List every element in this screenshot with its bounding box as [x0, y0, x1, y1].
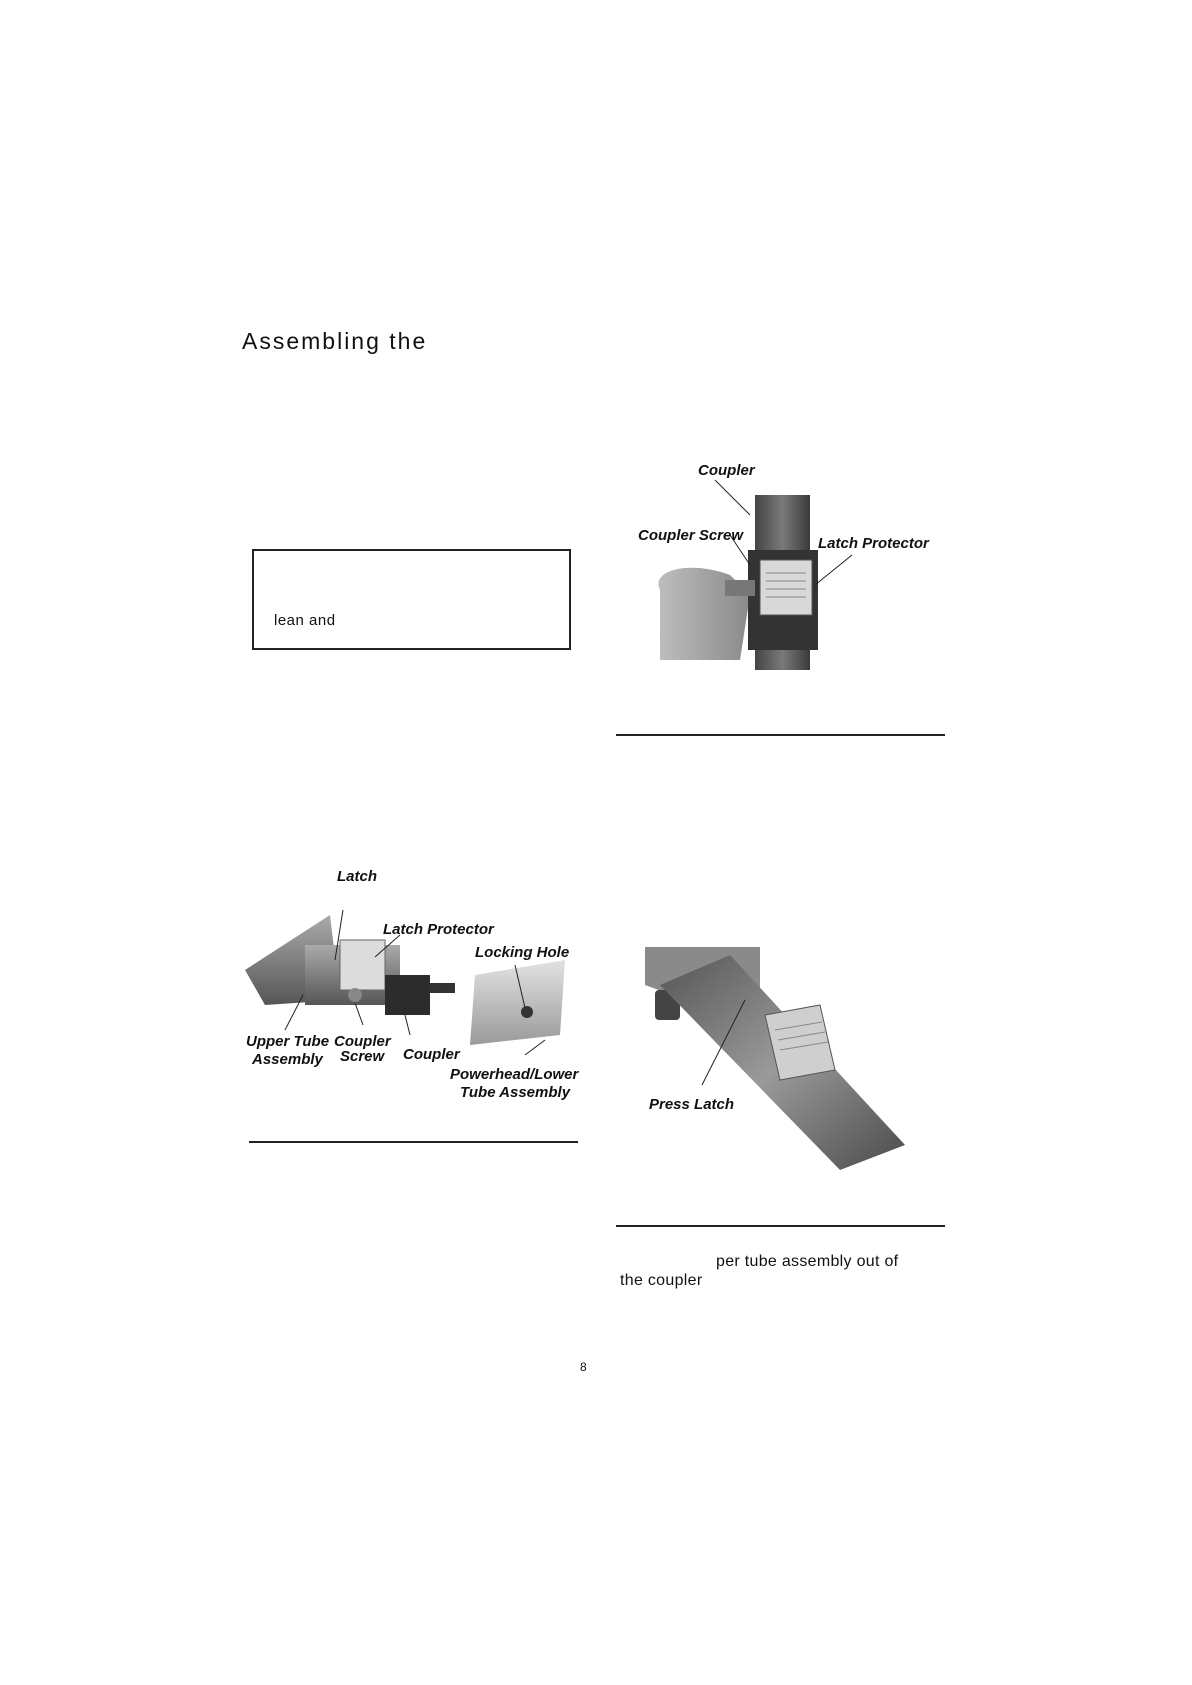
- figure-coupler-photo: [620, 455, 940, 670]
- label-tube-assembly: Tube Assembly: [460, 1084, 571, 1101]
- label-coupler-screw-2a: Coupler: [334, 1033, 391, 1050]
- label-powerhead: Powerhead/Lower: [450, 1066, 579, 1083]
- paragraph-line-1: per tube assembly out of: [716, 1253, 899, 1270]
- paragraph-line-2: the coupler: [620, 1272, 703, 1289]
- section-heading: Assembling the: [242, 328, 428, 354]
- page-number: 8: [580, 1360, 587, 1374]
- figure-press-latch-photo: [640, 945, 905, 1170]
- press-latch-image: [640, 945, 905, 1170]
- label-coupler-screw-2b: Screw: [340, 1048, 385, 1065]
- label-latch: Latch: [337, 868, 378, 885]
- label-coupler-screw: Coupler Screw: [638, 527, 744, 544]
- coupler-photo-image: [620, 455, 940, 670]
- figure-rule-bottom-left: [249, 1141, 578, 1143]
- figure-rule-top-right: [616, 734, 945, 736]
- label-coupler-2: Coupler: [403, 1046, 460, 1063]
- label-press-latch: Press Latch: [649, 1096, 735, 1113]
- label-upper-tube: Upper Tube: [246, 1033, 330, 1050]
- figure-rule-bottom-right: [616, 1225, 945, 1227]
- label-coupler: Coupler: [698, 462, 755, 479]
- label-locking-hole: Locking Hole: [475, 944, 570, 961]
- label-upper-tube-assembly: Assembly: [252, 1051, 323, 1068]
- label-latch-protector-2: Latch Protector: [383, 921, 494, 938]
- note-box: [252, 549, 571, 650]
- note-box-text: lean and: [274, 612, 336, 629]
- label-latch-protector: Latch Protector: [818, 535, 929, 552]
